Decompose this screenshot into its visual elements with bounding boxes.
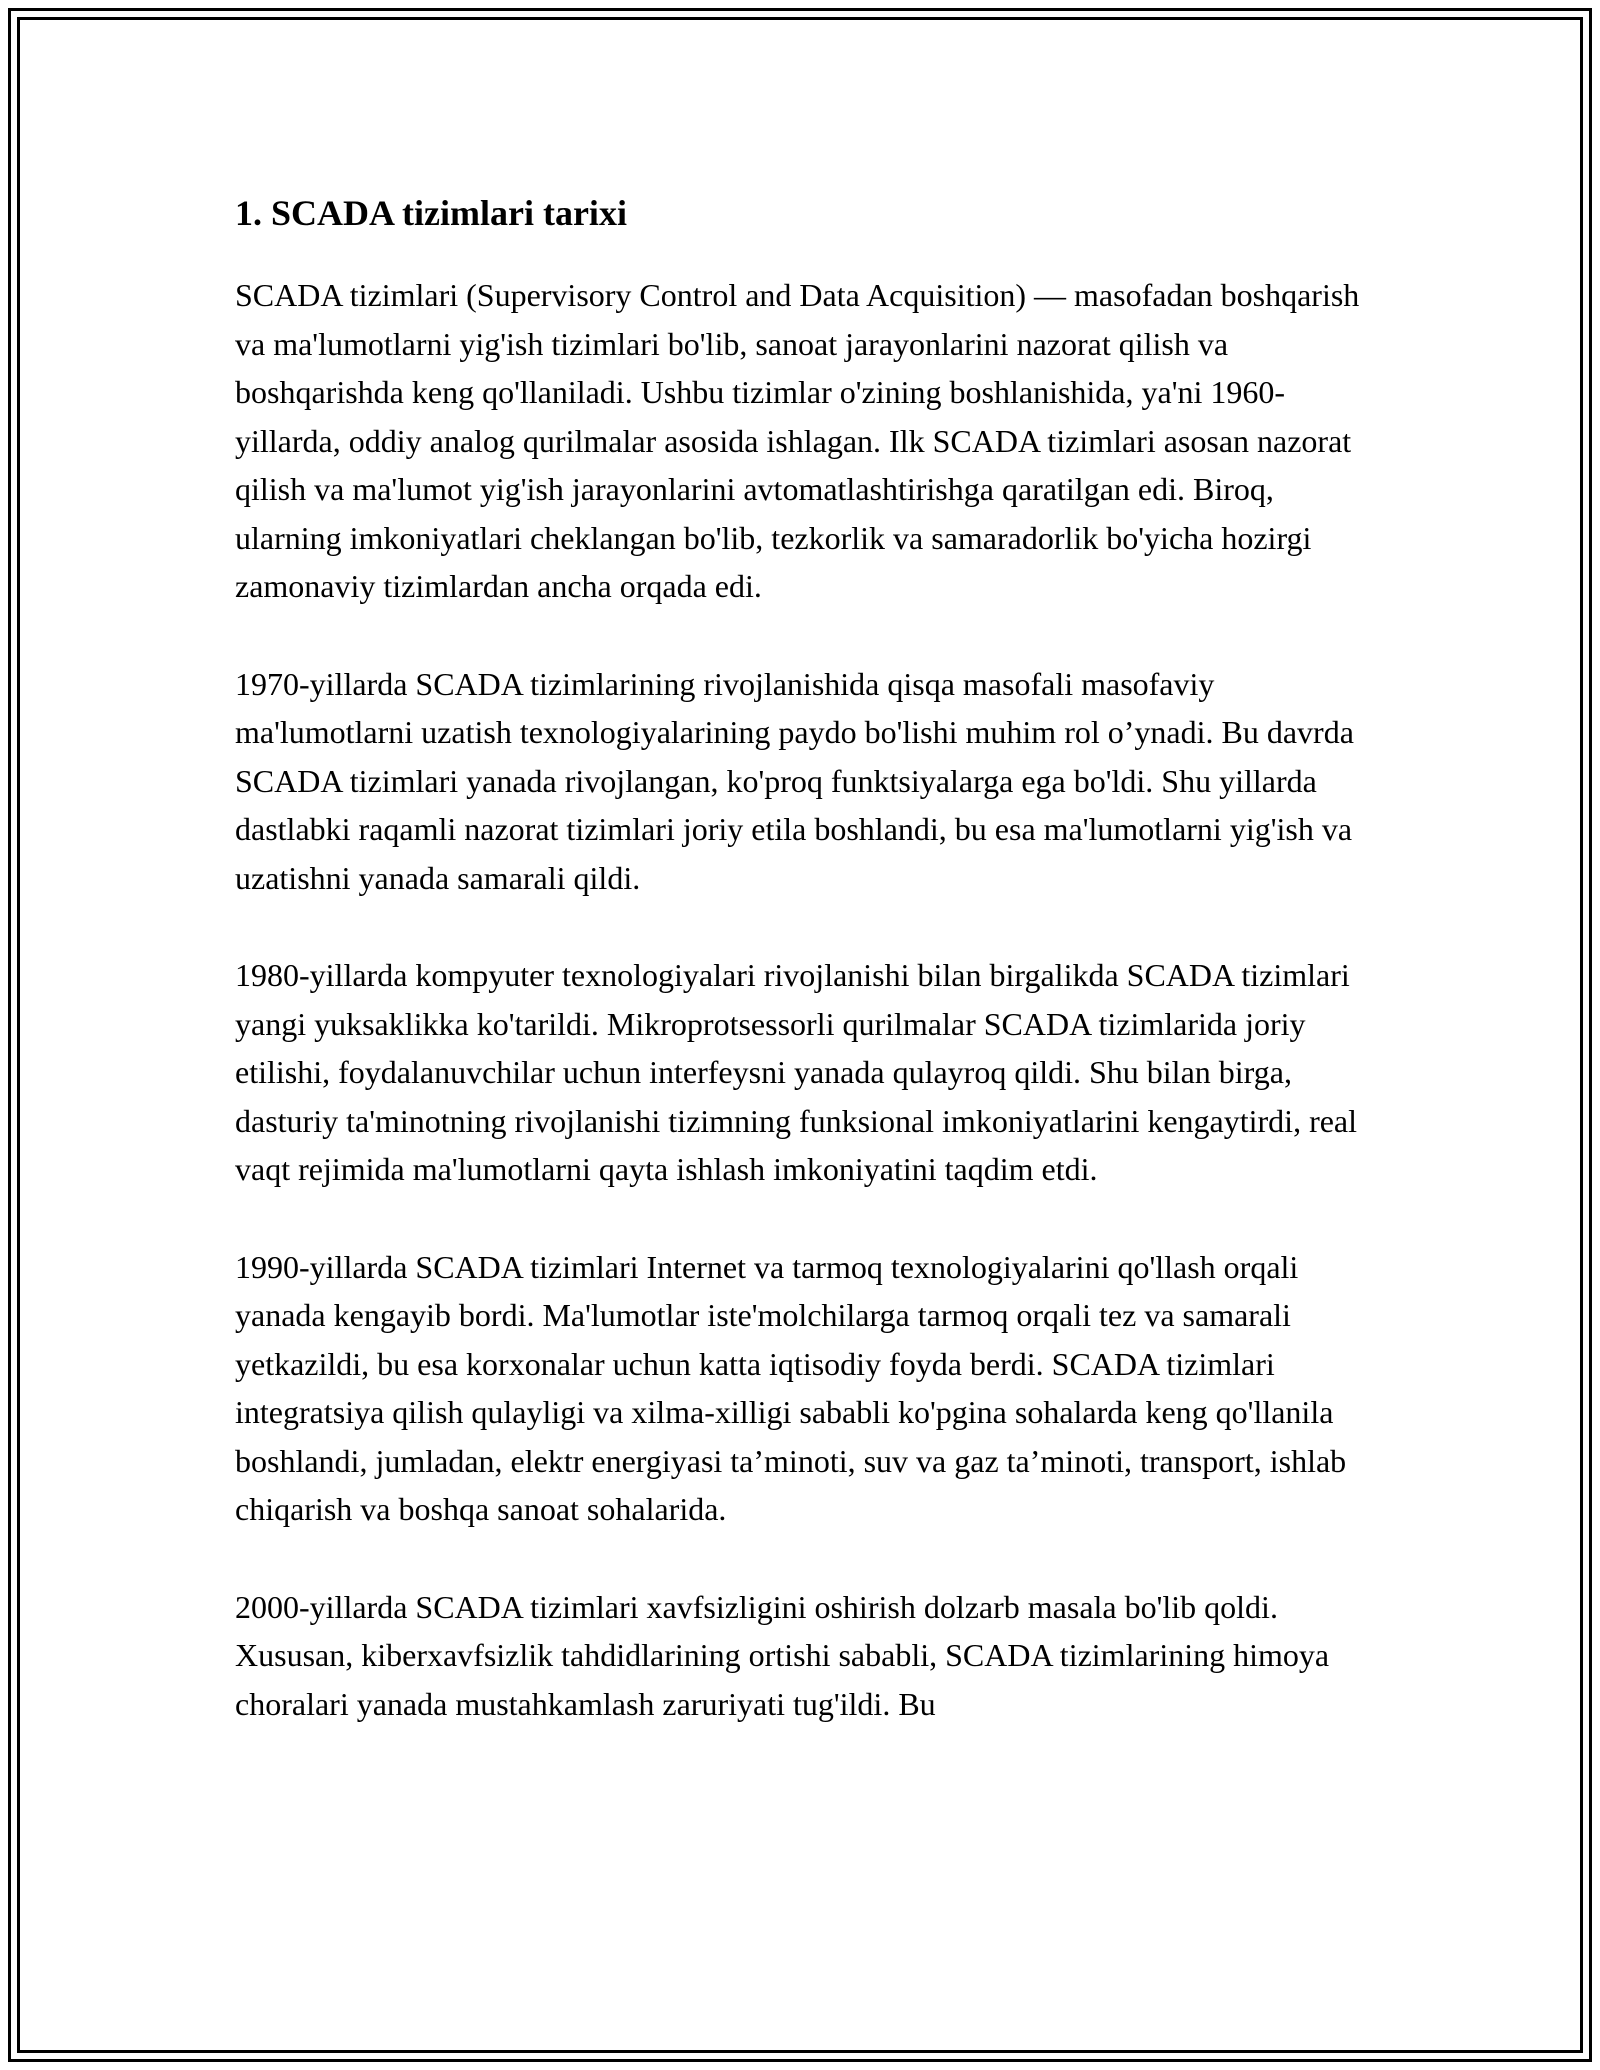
paragraph-1970s: 1970-yillarda SCADA tizimlarining rivojlanishida qisqa masofali masofaviy ma'lumotlarni uzatish texnologiyalarining paydo bo'lishi muhim rol o’ynadi. Bu davrda SCADA tizimlari yanada rivojlangan, ko'proq funktsiyalarga ega bo'ldi. Shu yillarda dastlabki raqamli nazorat tizimlari joriy etila boshlandi, bu esa ma'lumotlarni yig'ish va uzatishni yanada samarali qildi. [235, 665, 1354, 896]
paragraph-1990s: 1990-yillarda SCADA tizimlari Internet va tarmoq texnologiyalarini qo'llash orqali yanada kengayib bordi. Ma'lumotlar iste'molchilarga tarmoq orqali tez va samarali yetkazildi, bu esa korxonalar uchun katta iqtisodiy foyda berdi. SCADA tizimlari integratsiya qilish qulayligi va xilma-xilligi sababli ko'pgina sohalarda keng qo'llanila boshlandi, jumladan, elektr energiyasi ta’minoti, suv va gaz ta’minoti, transport, ishlab chiqarish va boshqa sanoat sohalarida. [235, 1248, 1347, 1527]
section-title: 1. SCADA tizimlari tarixi [235, 193, 627, 233]
document-body [235, 185, 1375, 1728]
paragraph-1980s: 1980-yillarda kompyuter texnologiyalari rivojlanishi bilan birgalikda SCADA tizimlari yangi yuksaklikka ko'tarildi. Mikroprotsessorli qurilmalar SCADA tizimlarida joriy etilishi, foydalanuvchilar uchun interfeysni yanada qulayroq qildi. Shu bilan birga, dasturiy ta'minotning rivojlanishi tizimning funksional imkoniyatlarini kengaytirdi, real vaqt rejimida ma'lumotlarni qayta ishlash imkoniyatini taqdim etdi. [235, 957, 1358, 1187]
paragraph-1960s: SCADA tizimlari (Supervisory Control and Data Acquisition) — masofadan boshqarish va ma'lumotlarni yig'ish tizimlari bo'lib, sanoat jarayonlarini nazorat qilish va boshqarishda keng qo'llaniladi. Ushbu tizimlar o'zining boshlanishida, ya'ni 1960-yillarda, oddiy analog qurilmalar asosida ishlagan. Ilk SCADA tizimlari asosan nazorat qilish va ma'lumot yig'ish jarayonlarini avtomatlashtirishga qaratilgan edi. Biroq, ularning imkoniyatlari cheklangan bo'lib, tezkorlik va samaradorlik bo'yicha hozirgi zamonaviy tizimlardan ancha orqada edi. [235, 277, 1360, 604]
paragraph-2000s: 2000-yillarda SCADA tizimlari xavfsizligini oshirish dolzarb masala bo'lib qoldi. Xususan, kiberxavfsizlik tahdidlarining ortishi sababli, SCADA tizimlarining himoya choralari yanada mustahkamlash zaruriyati tug'ildi. Bu [235, 1588, 1330, 1722]
